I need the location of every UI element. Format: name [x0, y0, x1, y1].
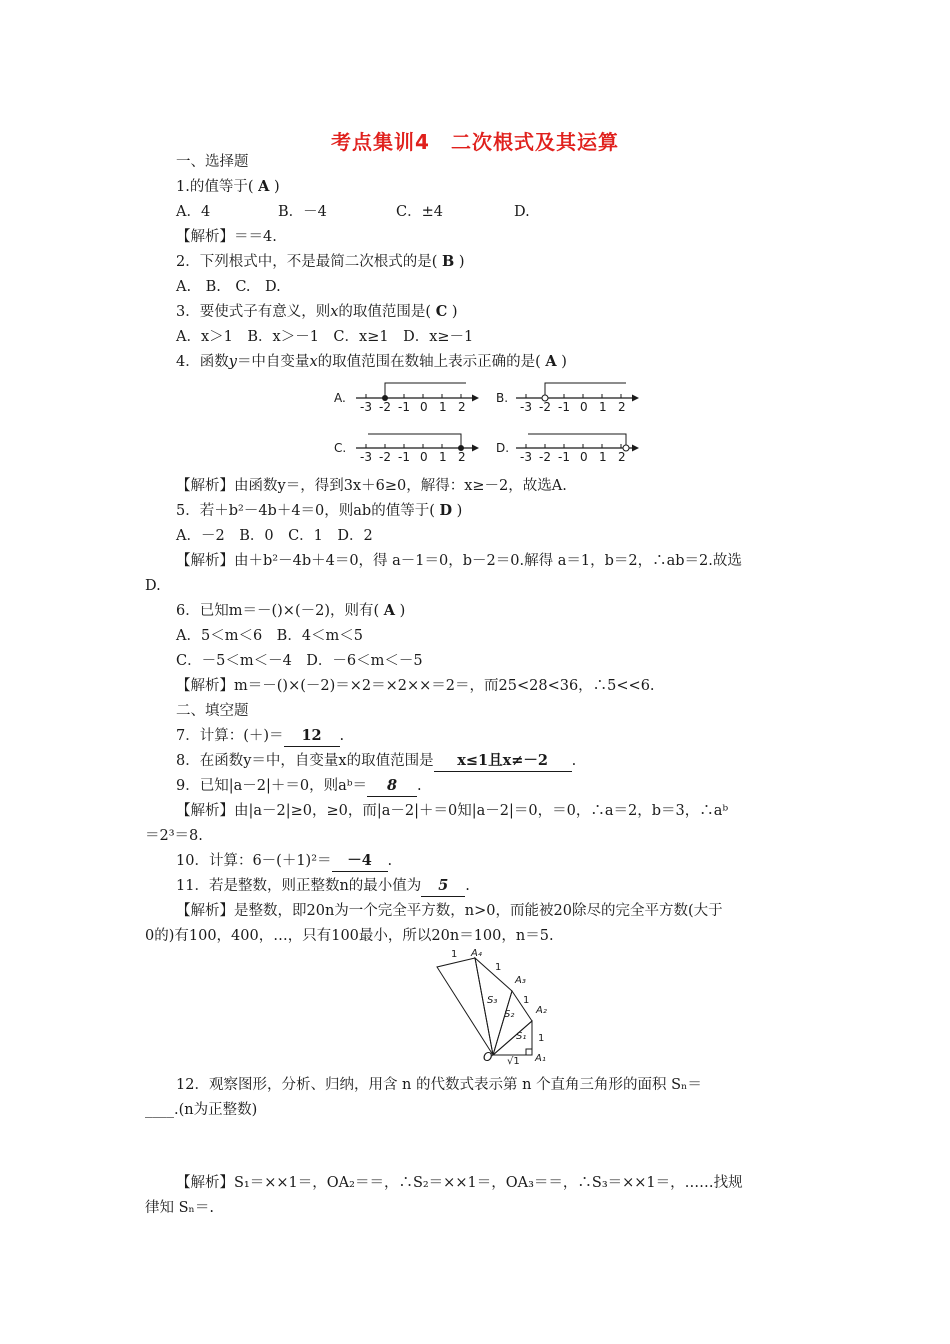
- svg-text:S₁: S₁: [516, 1031, 527, 1042]
- svg-text:0: 0: [580, 400, 588, 414]
- q6-options-1: A．5＜m＜6 B．4＜m＜5: [176, 628, 364, 644]
- svg-text:-3: -3: [360, 400, 372, 414]
- answer-1: A: [258, 178, 270, 195]
- question-12: 12．观察图形，分析、归纳，用含 n 的代数式表示第 n 个直角三角形的面积 Sₙ＝: [176, 1077, 702, 1093]
- question-5: 5．若＋b²－4b＋4＝0，则ab的值等于( D ): [176, 502, 463, 519]
- svg-text:-3: -3: [520, 450, 532, 464]
- svg-text:0: 0: [420, 400, 428, 414]
- question-2: 2．下列根式中，不是最简二次根式的是( B ): [176, 253, 465, 270]
- answer-2: B: [442, 253, 455, 270]
- answer-5: D: [439, 502, 453, 519]
- svg-text:-1: -1: [398, 450, 410, 464]
- explanation-5-cont: D.: [145, 578, 161, 594]
- svg-text:1: 1: [599, 450, 607, 464]
- explanation-4: 【解析】由函数y＝，得到3x＋6≥0，解得：x≥－2，故选A.: [176, 478, 567, 494]
- question-8: 8．在函数y＝中，自变量x的取值范围是 x≤1且x≠－2 .: [176, 751, 576, 772]
- option-c-label: C.: [334, 441, 347, 455]
- svg-text:0: 0: [420, 450, 428, 464]
- spiral-triangle-figure: [425, 945, 565, 1065]
- svg-text:1: 1: [495, 962, 502, 973]
- svg-text:2: 2: [618, 400, 626, 414]
- explanation-9-cont: ＝2³＝8.: [145, 828, 203, 844]
- svg-text:1: 1: [599, 400, 607, 414]
- svg-text:A₃: A₃: [515, 975, 526, 986]
- svg-text:S₃: S₃: [487, 995, 498, 1006]
- q5-options: A．－2 B．0 C．1 D．2: [176, 528, 373, 544]
- question-1: 1.的值等于( A ): [176, 178, 280, 195]
- page-title: 考点集训4 二次根式及其运算: [331, 130, 619, 154]
- answer-3: C: [435, 303, 448, 320]
- q6-options-2: C．－5＜m＜－4 D．－6＜m＜－5: [176, 653, 423, 669]
- svg-text:0: 0: [580, 450, 588, 464]
- svg-text:-1: -1: [398, 400, 410, 414]
- q1-option-c: C．±4: [396, 204, 443, 220]
- svg-text:-3: -3: [520, 400, 532, 414]
- explanation-12-cont: 律知 Sₙ＝.: [145, 1200, 214, 1216]
- question-3: 3．要使式子有意义，则x的取值范围是( C ): [176, 303, 458, 320]
- explanation-11: 【解析】是整数，即20n为一个完全平方数，n>0，而能被20除尽的完全平方数(大于: [176, 903, 723, 919]
- svg-text:S₂: S₂: [504, 1009, 515, 1020]
- option-d-label: D.: [496, 441, 510, 455]
- explanation-12: 【解析】S₁＝××1＝，OA₂＝＝，∴S₂＝××1＝，OA₃＝＝，∴S₃＝××1＝，……找规: [176, 1175, 743, 1191]
- option-b-label: B.: [496, 391, 509, 405]
- section-fill-heading: 二、填空题: [176, 703, 249, 719]
- svg-text:√1: √1: [507, 1056, 520, 1065]
- q1-option-d: D.: [514, 204, 530, 220]
- svg-text:1: 1: [523, 995, 530, 1006]
- answer-7: 12: [284, 726, 340, 747]
- number-line-figure: [330, 378, 650, 468]
- svg-text:2: 2: [458, 450, 466, 464]
- explanation-6: 【解析】m＝－()×(－2)＝×2＝×2××＝2＝，而25<28<36，∴5<<6.: [176, 678, 655, 694]
- svg-text:-1: -1: [558, 450, 570, 464]
- answer-6: A: [383, 602, 396, 619]
- svg-text:1: 1: [439, 400, 447, 414]
- option-a-label: A.: [334, 391, 346, 405]
- question-6: 6．已知m＝－()×(－2)，则有( A ): [176, 602, 406, 619]
- svg-text:A₄: A₄: [471, 948, 482, 959]
- q1-option-a: A．4: [176, 204, 211, 220]
- svg-text:1: 1: [451, 949, 458, 960]
- answer-4: A: [545, 353, 557, 370]
- question-10: 10．计算：6－(＋1)²＝ －4 .: [176, 851, 392, 872]
- question-11: 11．若是整数，则正整数n的最小值为 5 .: [176, 876, 470, 897]
- svg-text:-2: -2: [379, 400, 391, 414]
- answer-10: －4: [332, 851, 388, 872]
- explanation-5: 【解析】由＋b²－4b＋4＝0，得 a－1＝0，b－2＝0.解得 a＝1，b＝2，∴ab＝2.故选: [176, 553, 742, 569]
- question-9: 9．已知|a－2|＋＝0，则aᵇ＝ 8 .: [176, 776, 422, 797]
- q1-option-b: B．－4: [278, 204, 327, 220]
- svg-text:A₂: A₂: [536, 1005, 547, 1016]
- svg-text:O: O: [483, 1050, 493, 1064]
- svg-text:1: 1: [538, 1033, 545, 1044]
- explanation-11-cont: 0的)有100，400，…，只有100最小，所以20n＝100，n＝5.: [145, 928, 554, 944]
- explanation-1: 【解析】＝＝4.: [176, 229, 277, 245]
- question-12-cont: ____.(n为正整数): [145, 1102, 258, 1118]
- question-4: 4．函数y＝中自变量x的取值范围在数轴上表示正确的是( A ): [176, 353, 567, 370]
- svg-text:-2: -2: [539, 450, 551, 464]
- svg-text:-2: -2: [539, 400, 551, 414]
- svg-text:A₁: A₁: [535, 1053, 546, 1064]
- svg-text:-3: -3: [360, 450, 372, 464]
- answer-8: x≤1且x≠－2: [434, 751, 572, 772]
- svg-text:1: 1: [439, 450, 447, 464]
- svg-text:2: 2: [458, 400, 466, 414]
- answer-11: 5: [421, 876, 465, 897]
- answer-9: 8: [367, 776, 417, 797]
- svg-text:-1: -1: [558, 400, 570, 414]
- section-choice-heading: 一、选择题: [176, 154, 249, 170]
- q3-options: A．x＞1 B．x＞－1 C．x≥1 D．x≥－1: [176, 329, 474, 345]
- explanation-9: 【解析】由|a－2|≥0，≥0，而|a－2|＋＝0知|a－2|＝0，＝0，∴a＝2，b＝3，∴aᵇ: [176, 803, 729, 819]
- q2-options: A. B. C. D.: [176, 279, 281, 295]
- svg-text:-2: -2: [379, 450, 391, 464]
- question-7: 7．计算：(＋)＝ 12 .: [176, 726, 344, 747]
- svg-text:2: 2: [618, 450, 626, 464]
